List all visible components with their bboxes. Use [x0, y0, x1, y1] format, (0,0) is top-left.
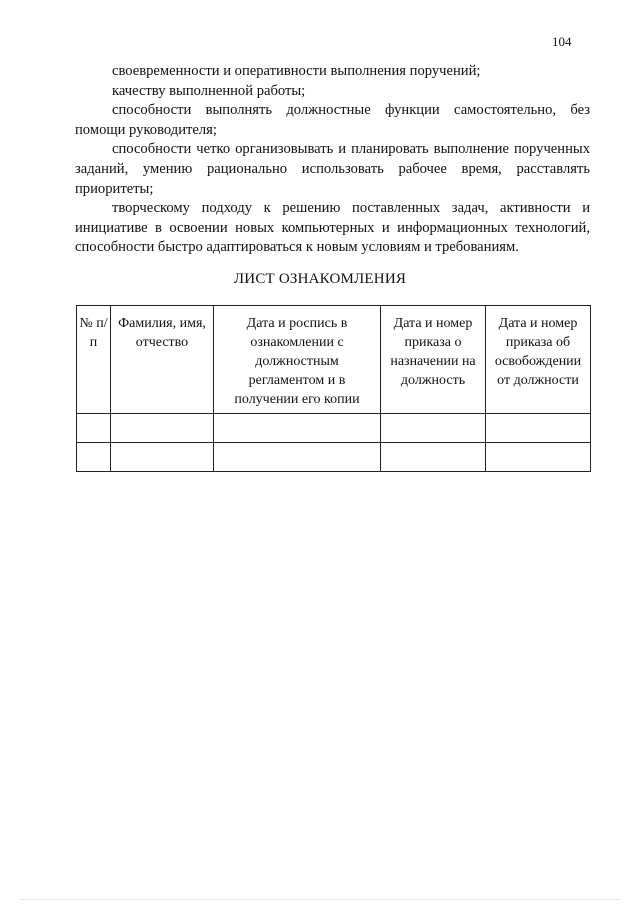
paragraph-work-quality: качеству выполненной работы; [112, 82, 306, 99]
header-dismissal-order: Дата и номер приказа об освобождении от должности [486, 306, 591, 414]
header-number: № п/п [77, 306, 111, 414]
header-signature-date: Дата и роспись в ознакомлении с должностным регламентом и в получении его копии [214, 306, 381, 414]
table-row [77, 414, 591, 443]
paragraph-organization: способности четко организовывать и планировать выполнение порученных заданий, умению рационально использовать рабочее время, расставлять приоритеты; [75, 141, 590, 197]
table-cell [77, 443, 111, 472]
page-number: 104 [552, 34, 572, 49]
header-appointment-order: Дата и номер приказа о назначении на должность [381, 306, 486, 414]
acquaintance-table [76, 305, 591, 472]
sheet-title: ЛИСТ ОЗНАКОМЛЕНИЯ [233, 271, 407, 287]
paragraph-creativity: творческому подходу к решению поставленных задач, активности и инициативе в освоении новых компьютерных и информационных технологий, способности быстро адаптироваться к новым условиям и требованиям. [75, 200, 590, 256]
header-full-name: Фамилия, имя, отчество [111, 306, 214, 414]
table-cell [214, 414, 381, 443]
table-cell [77, 414, 111, 443]
table-header-row [77, 306, 591, 414]
paragraph-timeliness: своевременности и оперативности выполнения поручений; [112, 63, 481, 79]
table-cell [111, 414, 214, 443]
paragraph-independence: способности выполнять должностные функции самостоятельно, без помощи руководителя; [75, 102, 590, 138]
table-cell [381, 443, 486, 472]
table-row [77, 443, 591, 472]
scan-edge-line [20, 899, 620, 900]
table-cell [381, 414, 486, 443]
table-cell [486, 414, 591, 443]
table-cell [486, 443, 591, 472]
body-text [75, 62, 590, 258]
table-cell [214, 443, 381, 472]
table-cell [111, 443, 214, 472]
